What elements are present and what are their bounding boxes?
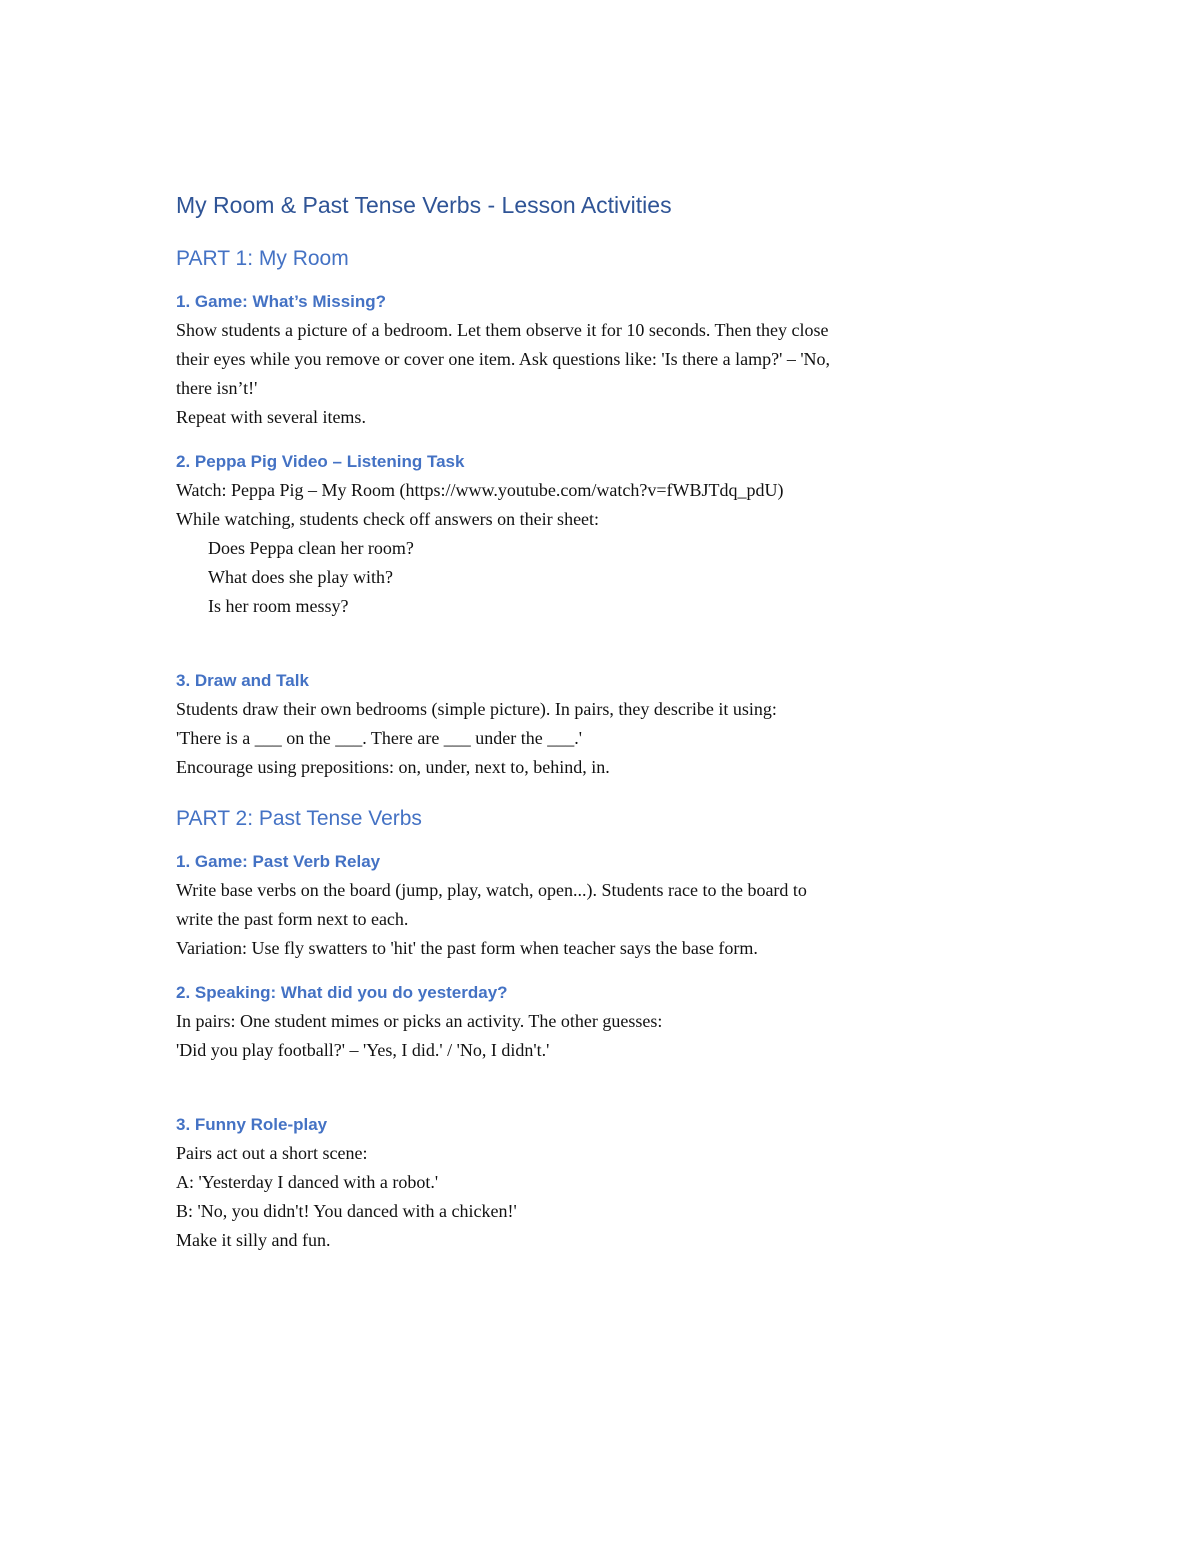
document-content [176, 188, 1026, 1255]
part2-activity1-line1: Write base verbs on the board (jump, play, watch, open...). Students race to the board to [176, 880, 807, 900]
part2-activity1-line3: Variation: Use fly swatters to 'hit' the past form when teacher says the base form. [176, 938, 758, 958]
part2-activity1-line2: write the past form next to each. [176, 909, 409, 929]
part1-activity1-line1: Show students a picture of a bedroom. Let them observe it for 10 seconds. Then they close [176, 320, 829, 340]
part1-activity3-line1: Students draw their own bedrooms (simple picture). In pairs, they describe it using: [176, 699, 777, 719]
part1-activity1-line4: Repeat with several items. [176, 407, 366, 427]
part1-activity2-heading: 2. Peppa Pig Video – Listening Task [176, 452, 465, 471]
part2-activity3-line2: A: 'Yesterday I danced with a robot.' [176, 1172, 439, 1192]
part2-activity2-line1: In pairs: One student mimes or picks an activity. The other guesses: [176, 1011, 663, 1031]
part2-activity3-line3: B: 'No, you didn't! You danced with a chicken!' [176, 1201, 517, 1221]
part2-activity3-line1: Pairs act out a short scene: [176, 1143, 368, 1163]
part1-activity2-question3: Is her room messy? [208, 596, 349, 616]
document-title: My Room & Past Tense Verbs - Lesson Activities [176, 192, 672, 218]
part1-activity1-line3: there isn’t!' [176, 378, 258, 398]
part2-activity3-heading: 3. Funny Role-play [176, 1115, 328, 1134]
part1-activity2-line2: While watching, students check off answers on their sheet: [176, 509, 600, 529]
part2-activity2-heading: 2. Speaking: What did you do yesterday? [176, 983, 508, 1002]
part1-activity1-heading: 1. Game: What’s Missing? [176, 292, 387, 311]
part1-activity2-question1: Does Peppa clean her room? [208, 538, 414, 558]
part1-activity3-line3: Encourage using prepositions: on, under, next to, behind, in. [176, 757, 610, 777]
part1-activity2-line1: Watch: Peppa Pig – My Room (https://www.youtube.com/watch?v=fWBJTdq_pdU) [176, 480, 784, 500]
part1-activity1-line2: their eyes while you remove or cover one item. Ask questions like: 'Is there a lamp?' – 'No, [176, 349, 831, 369]
part2-heading: PART 2: Past Tense Verbs [176, 807, 422, 830]
part1-activity2-question2: What does she play with? [208, 567, 393, 587]
part1-activity3-line2: 'There is a ___ on the ___. There are ___ under the ___.' [176, 728, 583, 748]
part1-activity3-heading: 3. Draw and Talk [176, 671, 309, 690]
part2-activity3-line4: Make it silly and fun. [176, 1230, 331, 1250]
part1-heading: PART 1: My Room [176, 247, 349, 270]
part2-activity1-heading: 1. Game: Past Verb Relay [176, 852, 381, 871]
part2-activity2-line2: 'Did you play football?' – 'Yes, I did.' / 'No, I didn't.' [176, 1040, 550, 1060]
